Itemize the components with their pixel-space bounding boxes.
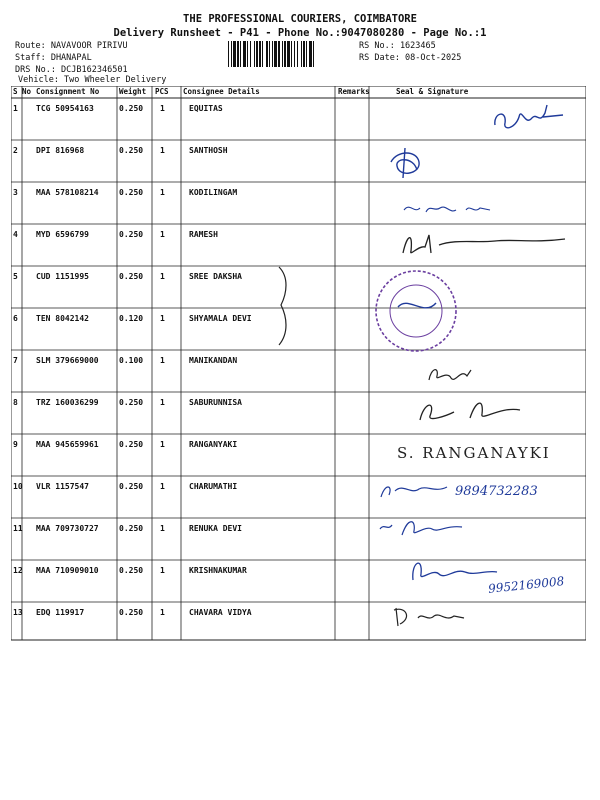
barcode-bar <box>228 41 229 67</box>
staff-label: Staff: DHANAPAL <box>15 53 92 63</box>
cell-consignee: EQUITAS <box>189 104 223 113</box>
barcode-bar <box>256 41 258 67</box>
bracket-mark <box>273 263 293 348</box>
cell-consignee: SANTHOSH <box>189 146 228 155</box>
cell-weight: 0.250 <box>119 440 144 449</box>
cell-weight: 0.100 <box>119 356 144 365</box>
cell-consignee: MANIKANDAN <box>189 356 238 365</box>
barcode-bar <box>278 41 280 67</box>
barcode-bar <box>287 41 290 67</box>
cell-pcs: 1 <box>160 524 165 533</box>
cell-pcs: 1 <box>160 356 165 365</box>
signature-row-7 <box>425 362 485 387</box>
cell-weight: 0.250 <box>119 566 144 575</box>
cell-consignee: RANGANYAKI <box>189 440 238 449</box>
signature-row-3 <box>400 198 500 218</box>
cell-consignee: SHYAMALA DEVI <box>189 314 252 323</box>
barcode-bar <box>262 41 263 67</box>
col-remarks-header: Remarks <box>338 87 370 96</box>
cell-sno: 5 <box>13 272 18 281</box>
cell-sno: 3 <box>13 188 18 197</box>
cell-pcs: 1 <box>160 314 165 323</box>
barcode-bar <box>294 41 295 67</box>
route-label: Route: NAVAVOOR PIRIVU <box>15 41 128 51</box>
handwritten-name-row-9: S. RANGANAYKI <box>397 444 551 462</box>
barcode-bar <box>282 41 283 67</box>
signature-row-8 <box>410 392 530 427</box>
cell-weight: 0.250 <box>119 608 144 617</box>
barcode-bar <box>231 41 232 67</box>
cell-weight: 0.120 <box>119 314 144 323</box>
barcode-bar <box>250 41 251 67</box>
cell-pcs: 1 <box>160 272 165 281</box>
barcode-bar <box>303 41 305 67</box>
cell-consignee: RENUKA DEVI <box>189 524 242 533</box>
cell-sno: 6 <box>13 314 18 323</box>
col-signature-header: Seal & Signature <box>396 87 469 96</box>
cell-weight: 0.250 <box>119 146 144 155</box>
cell-consignment-no: EDQ 119917 <box>36 608 85 617</box>
cell-weight: 0.250 <box>119 230 144 239</box>
cell-consignment-no: TRZ 160036299 <box>36 398 99 407</box>
cell-sno: 9 <box>13 440 18 449</box>
signature-row-10 <box>377 477 457 502</box>
cell-pcs: 1 <box>160 398 165 407</box>
cell-consignment-no: MAA 710909010 <box>36 566 99 575</box>
handwritten-phone-row-12: 9952169008 <box>487 574 565 596</box>
vehicle-label: Vehicle: Two Wheeler Delivery <box>18 75 167 85</box>
barcode-bar <box>269 41 270 67</box>
cell-sno: 12 <box>13 566 23 575</box>
cell-consignee: RAMESH <box>189 230 218 239</box>
cell-sno: 11 <box>13 524 23 533</box>
barcode-bar <box>301 41 302 67</box>
cell-consignment-no: MAA 578108214 <box>36 188 99 197</box>
barcode-bar <box>237 41 239 67</box>
col-pcs-header: PCS <box>155 87 169 96</box>
barcode-bar <box>233 41 236 67</box>
cell-pcs: 1 <box>160 104 165 113</box>
cell-pcs: 1 <box>160 482 165 491</box>
cell-consignment-no: MAA 709730727 <box>36 524 99 533</box>
cell-weight: 0.250 <box>119 524 144 533</box>
barcode-bar <box>240 41 241 67</box>
rs-date-label: RS Date: 08-Oct-2025 <box>359 53 462 63</box>
col-sno-header: S No <box>13 87 32 96</box>
signature-row-13 <box>390 600 480 630</box>
signature-row-1 <box>485 95 575 140</box>
cell-weight: 0.250 <box>119 482 144 491</box>
barcode-bar <box>297 41 298 67</box>
handwritten-phone-row-10: 9894732283 <box>455 484 538 499</box>
cell-weight: 0.250 <box>119 272 144 281</box>
cell-consignment-no: MAA 945659961 <box>36 440 99 449</box>
runsheet-title: Delivery Runsheet - P41 - Phone No.:9047080280 - Page No.:1 <box>113 27 487 39</box>
cell-weight: 0.250 <box>119 188 144 197</box>
barcode-bar <box>313 41 314 67</box>
cell-consignment-no: CUD 1151995 <box>36 272 89 281</box>
barcode-bar <box>243 41 246 67</box>
cell-consignee: KRISHNAKUMAR <box>189 566 247 575</box>
barcode-bar <box>272 41 273 67</box>
cell-sno: 1 <box>13 104 18 113</box>
barcode-bar <box>284 41 286 67</box>
signature-row-2 <box>383 140 443 185</box>
cell-sno: 10 <box>13 482 23 491</box>
rs-no-label: RS No.: 1623465 <box>359 41 436 51</box>
cell-pcs: 1 <box>160 440 165 449</box>
col-consignment-header: Consignment No <box>36 87 100 96</box>
cell-sno: 7 <box>13 356 18 365</box>
barcode-bar <box>266 41 268 67</box>
cell-consignee: CHAVARA VIDYA <box>189 608 252 617</box>
cell-sno: 8 <box>13 398 18 407</box>
cell-consignee: SABURUNNISA <box>189 398 242 407</box>
barcode-bar <box>259 41 261 67</box>
cell-sno: 13 <box>13 608 23 617</box>
barcode-bar <box>274 41 277 67</box>
barcode-bar <box>291 41 292 67</box>
barcode-bar <box>247 41 248 67</box>
cell-consignment-no: TCG 50954163 <box>36 104 94 113</box>
cell-consignment-no: MYD 6596799 <box>36 230 89 239</box>
company-seal-stamp <box>368 267 468 355</box>
cell-consignee: KODILINGAM <box>189 188 238 197</box>
cell-weight: 0.250 <box>119 398 144 407</box>
signature-row-4 <box>395 225 575 260</box>
cell-consignment-no: DPI 816968 <box>36 146 85 155</box>
barcode-bar <box>306 41 307 67</box>
company-title: THE PROFESSIONAL COURIERS, COIMBATORE <box>183 13 417 25</box>
cell-consignment-no: TEN 8042142 <box>36 314 89 323</box>
cell-consignment-no: VLR 1157547 <box>36 482 89 491</box>
col-consignee-header: Consignee Details <box>183 87 260 96</box>
drs-label: DRS No.: DCJB162346501 <box>15 65 128 75</box>
cell-pcs: 1 <box>160 188 165 197</box>
cell-pcs: 1 <box>160 146 165 155</box>
cell-consignee: SREE DAKSHA <box>189 272 242 281</box>
cell-consignee: CHARUMATHI <box>189 482 238 491</box>
cell-consignment-no: SLM 379669000 <box>36 356 99 365</box>
barcode <box>228 41 354 67</box>
cell-sno: 2 <box>13 146 18 155</box>
cell-weight: 0.250 <box>119 104 144 113</box>
cell-pcs: 1 <box>160 608 165 617</box>
barcode-bar <box>254 41 255 67</box>
cell-sno: 4 <box>13 230 18 239</box>
cell-pcs: 1 <box>160 230 165 239</box>
signature-row-11 <box>376 511 476 541</box>
cell-pcs: 1 <box>160 566 165 575</box>
barcode-bar <box>309 41 312 67</box>
col-weight-header: Weight <box>119 87 147 96</box>
